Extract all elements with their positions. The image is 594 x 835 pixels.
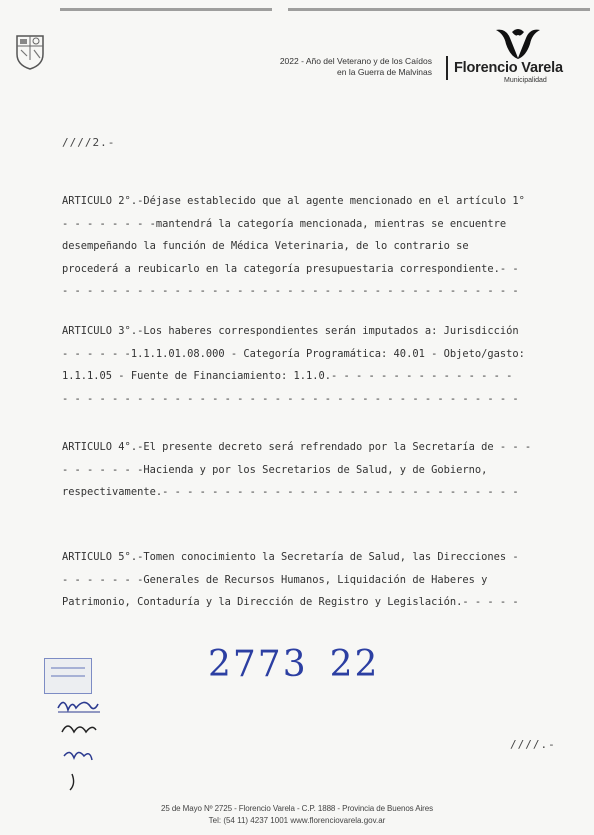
article-4 [62, 436, 554, 504]
header-divider [446, 56, 448, 80]
article-line: desempeñando la función de Médica Veterinaria, de lo contrario se [62, 240, 469, 252]
article-line: Patrimonio, Contaduría y la Dirección de Registro y Legislación.- - - - - [62, 596, 519, 608]
registry-stamp [44, 658, 92, 694]
article-3 [62, 320, 554, 410]
motto-line-1: 2022 - Año del Veterano y de los Caídos [279, 56, 432, 66]
article-line: 1.1.1.05 - Fuente de Financiamiento: 1.1.0.- - - - - - - - - - - - - - - [62, 370, 513, 382]
year-motto [192, 56, 432, 78]
decree-number-stamp [208, 644, 398, 685]
article-line: - - - - - -1.1.1.01.08.000 - Categoría Programática: 40.01 - Objeto/gasto: [62, 347, 525, 360]
footer-contact: Tel: (54 11) 4237 1001 www.florenciovarela.gov.ar [208, 816, 386, 825]
motto-line-2: en la Guerra de Malvinas [337, 67, 432, 77]
article-line: ARTICULO 3°.-Los haberes correspondientes serán imputados a: Jurisdicción [62, 325, 519, 337]
logo-subtitle: Municipalidad [504, 77, 547, 84]
florencio-varela-logo-icon [492, 26, 544, 60]
article-line: ARTICULO 4°.-El presente decreto será refrendado por la Secretaría de - - - [62, 441, 532, 453]
article-line: - - - - - - - - - - - - - - - - - - - - - - - - - - - - - - - - - - - - - [62, 392, 519, 405]
article-line: ARTICULO 5°.-Tomen conocimiento la Secretaría de Salud, las Direcciones - [62, 551, 519, 563]
article-line: ARTICULO 2°.-Déjase establecido que al agente mencionado en el artículo 1° [62, 195, 525, 207]
logo-name: Florencio Varela [454, 60, 563, 76]
article-line: - - - - - - -Generales de Recursos Humanos, Liquidación de Haberes y [62, 573, 488, 586]
letterhead [0, 0, 594, 100]
article-line: procederá a reubicarlo en la categoría presupuestaria correspondiente.- - [62, 262, 519, 275]
decree-number: 2773 [208, 644, 308, 685]
article-line: - - - - - - - - - - - - - - - - - - - - - - - - - - - - - - - - - - - - - [62, 285, 519, 297]
municipal-crest-icon [14, 32, 46, 70]
page-continuation-marker-bottom: ////.- [510, 738, 556, 751]
footer-address: 25 de Mayo Nº 2725 - Florencio Varela - C.P. 1888 - Provincia de Buenos Aires [161, 804, 433, 813]
decree-year: 22 [329, 644, 380, 685]
article-5 [62, 546, 554, 614]
article-line: respectivamente.- - - - - - - - - - - - - - - - - - - - - - - - - - - - - [62, 486, 519, 498]
article-line: - - - - - - - -mantendrá la categoría mencionada, mientras se encuentre [62, 217, 507, 230]
article-2 [62, 190, 554, 303]
letterhead-footer [0, 803, 594, 827]
handwritten-initials [54, 694, 104, 794]
page-continuation-marker: ////2.- [62, 136, 116, 149]
article-line: - - - - - - -Hacienda y por los Secretarios de Salud, y de Gobierno, [62, 463, 488, 476]
